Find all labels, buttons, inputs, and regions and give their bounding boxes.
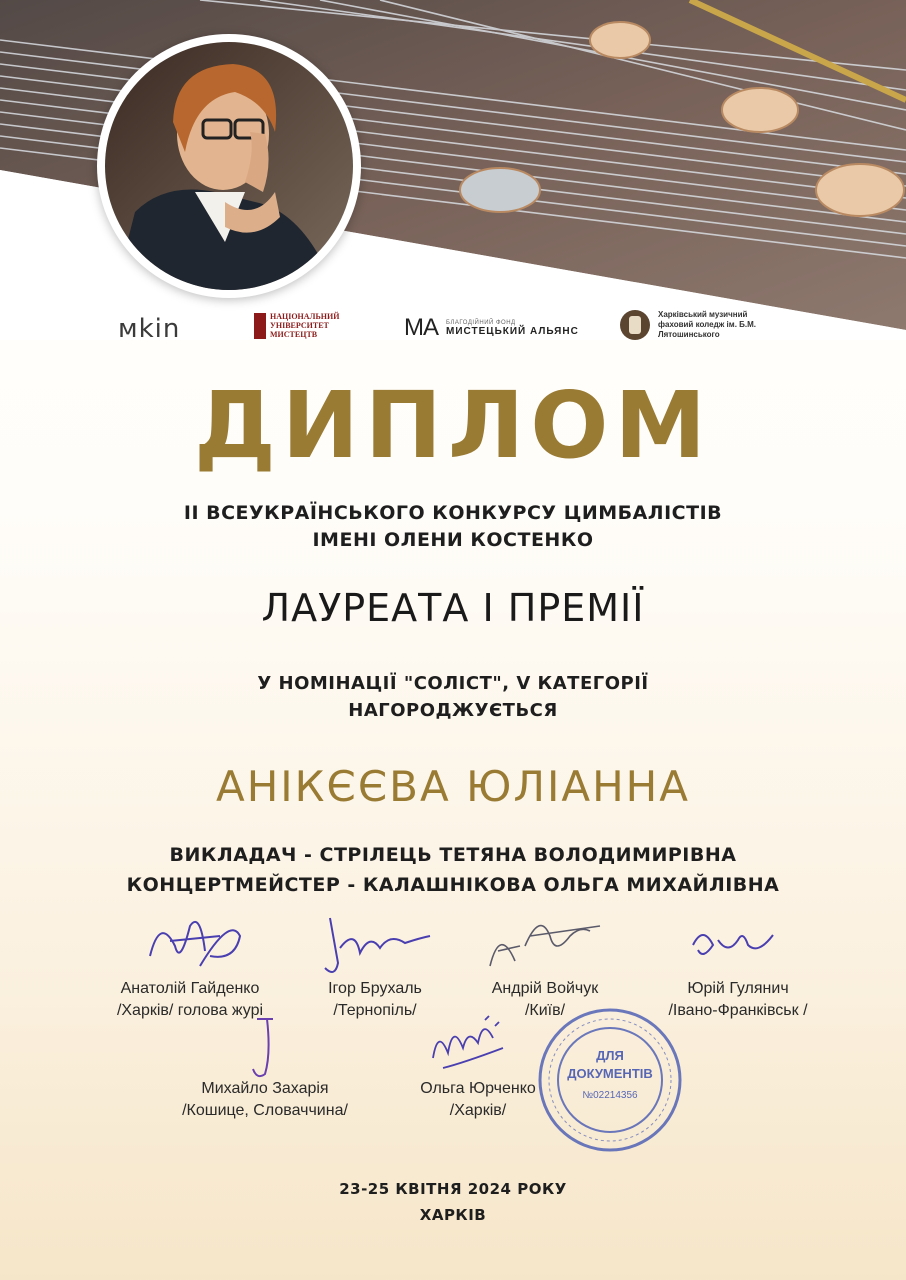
stamp-code: №02214356 xyxy=(582,1090,638,1101)
jury-place: /Кошице, Словаччина/ xyxy=(182,1102,348,1119)
college-logo xyxy=(620,310,768,340)
signature-icon xyxy=(310,908,440,978)
laureate-title: ЛАУРЕАТА I ПРЕМІЇ xyxy=(261,586,645,630)
portrait-image xyxy=(105,42,353,290)
nuam-emblem-icon xyxy=(254,313,266,339)
college-logo-text: Харківський музичний фаховий коледж ім. Б.М. Лятошинського xyxy=(658,310,756,339)
ma-logo-big-text: МИСТЕЦЬКИЙ АЛЬЯНС xyxy=(446,325,579,337)
jury-member xyxy=(155,1078,375,1122)
jury-place: /Івано-Франківськ / xyxy=(668,1002,808,1019)
awardee-name: АНІКЄЄВА ЮЛІАННА xyxy=(215,762,690,811)
jury-name: Ольга Юрченко xyxy=(420,1080,536,1097)
jury-name: Михайло Захарія xyxy=(201,1080,329,1097)
jury-place: /Харків/ xyxy=(449,1102,507,1119)
event-city: ХАРКІВ xyxy=(419,1206,487,1224)
college-emblem-icon xyxy=(620,310,650,340)
nuam-logo-text: НАЦІОНАЛЬНИЙ УНІВЕРСИТЕТ МИСТЕЦТВ xyxy=(270,312,340,339)
jury-name: Анатолій Гайденко xyxy=(120,980,260,997)
stamp-line2: ДОКУМЕНТІВ xyxy=(567,1066,653,1081)
signature-icon xyxy=(480,906,610,976)
logos-row xyxy=(0,300,906,360)
competition-name-line1: II ВСЕУКРАЇНСЬКОГО КОНКУРСУ ЦИМБАЛІСТІВ xyxy=(183,502,723,524)
competition-name xyxy=(0,500,906,554)
jury-place: /Київ/ xyxy=(524,1002,566,1019)
stamp-line1: ДЛЯ xyxy=(596,1048,624,1063)
nomination-text xyxy=(0,670,906,724)
jury-name: Ігор Брухаль xyxy=(328,980,422,997)
teachers-block xyxy=(0,840,906,900)
jury-name: Андрій Войчук xyxy=(491,980,599,997)
signature-icon xyxy=(683,920,783,970)
teacher-line: ВИКЛАДАЧ - СТРІЛЕЦЬ ТЕТЯНА ВОЛОДИМИРІВНА xyxy=(169,844,737,866)
signature-icon xyxy=(245,1014,285,1084)
ma-logo-small-text: БЛАГОДІЙНИЙ ФОНД xyxy=(446,319,516,326)
competition-name-line2: ІМЕНІ ОЛЕНИ КОСТЕНКО xyxy=(312,529,594,551)
mystetskyi-alians-logo xyxy=(404,314,579,342)
portrait-photo xyxy=(97,34,361,298)
ma-logo-mark: MA xyxy=(404,314,438,341)
signature-icon xyxy=(140,906,250,976)
event-date: 23-25 КВІТНЯ 2024 РОКУ xyxy=(339,1180,567,1198)
jury-place: /Харків/ голова журі xyxy=(116,1002,264,1019)
nuam-logo xyxy=(254,312,360,339)
jury-place: /Тернопіль/ xyxy=(333,1002,417,1019)
official-stamp xyxy=(525,1005,695,1155)
nomination-line2: НАГОРОДЖУЄТЬСЯ xyxy=(348,700,558,721)
diploma-title: ДИПЛОМ xyxy=(193,372,713,479)
accompanist-line: КОНЦЕРТМЕЙСТЕР - КАЛАШНІКОВА ОЛЬГА МИХАЙЛІВНА xyxy=(126,874,780,896)
nomination-line1: У НОМІНАЦІЇ "СОЛІСТ", V КАТЕГОРІЇ xyxy=(257,673,649,694)
event-date-block xyxy=(0,1176,906,1228)
mkip-logo-text: мkin xyxy=(118,314,181,344)
jury-name: Юрій Гулянич xyxy=(687,980,789,997)
signature-icon xyxy=(423,1008,513,1078)
mkip-logo xyxy=(118,314,180,344)
